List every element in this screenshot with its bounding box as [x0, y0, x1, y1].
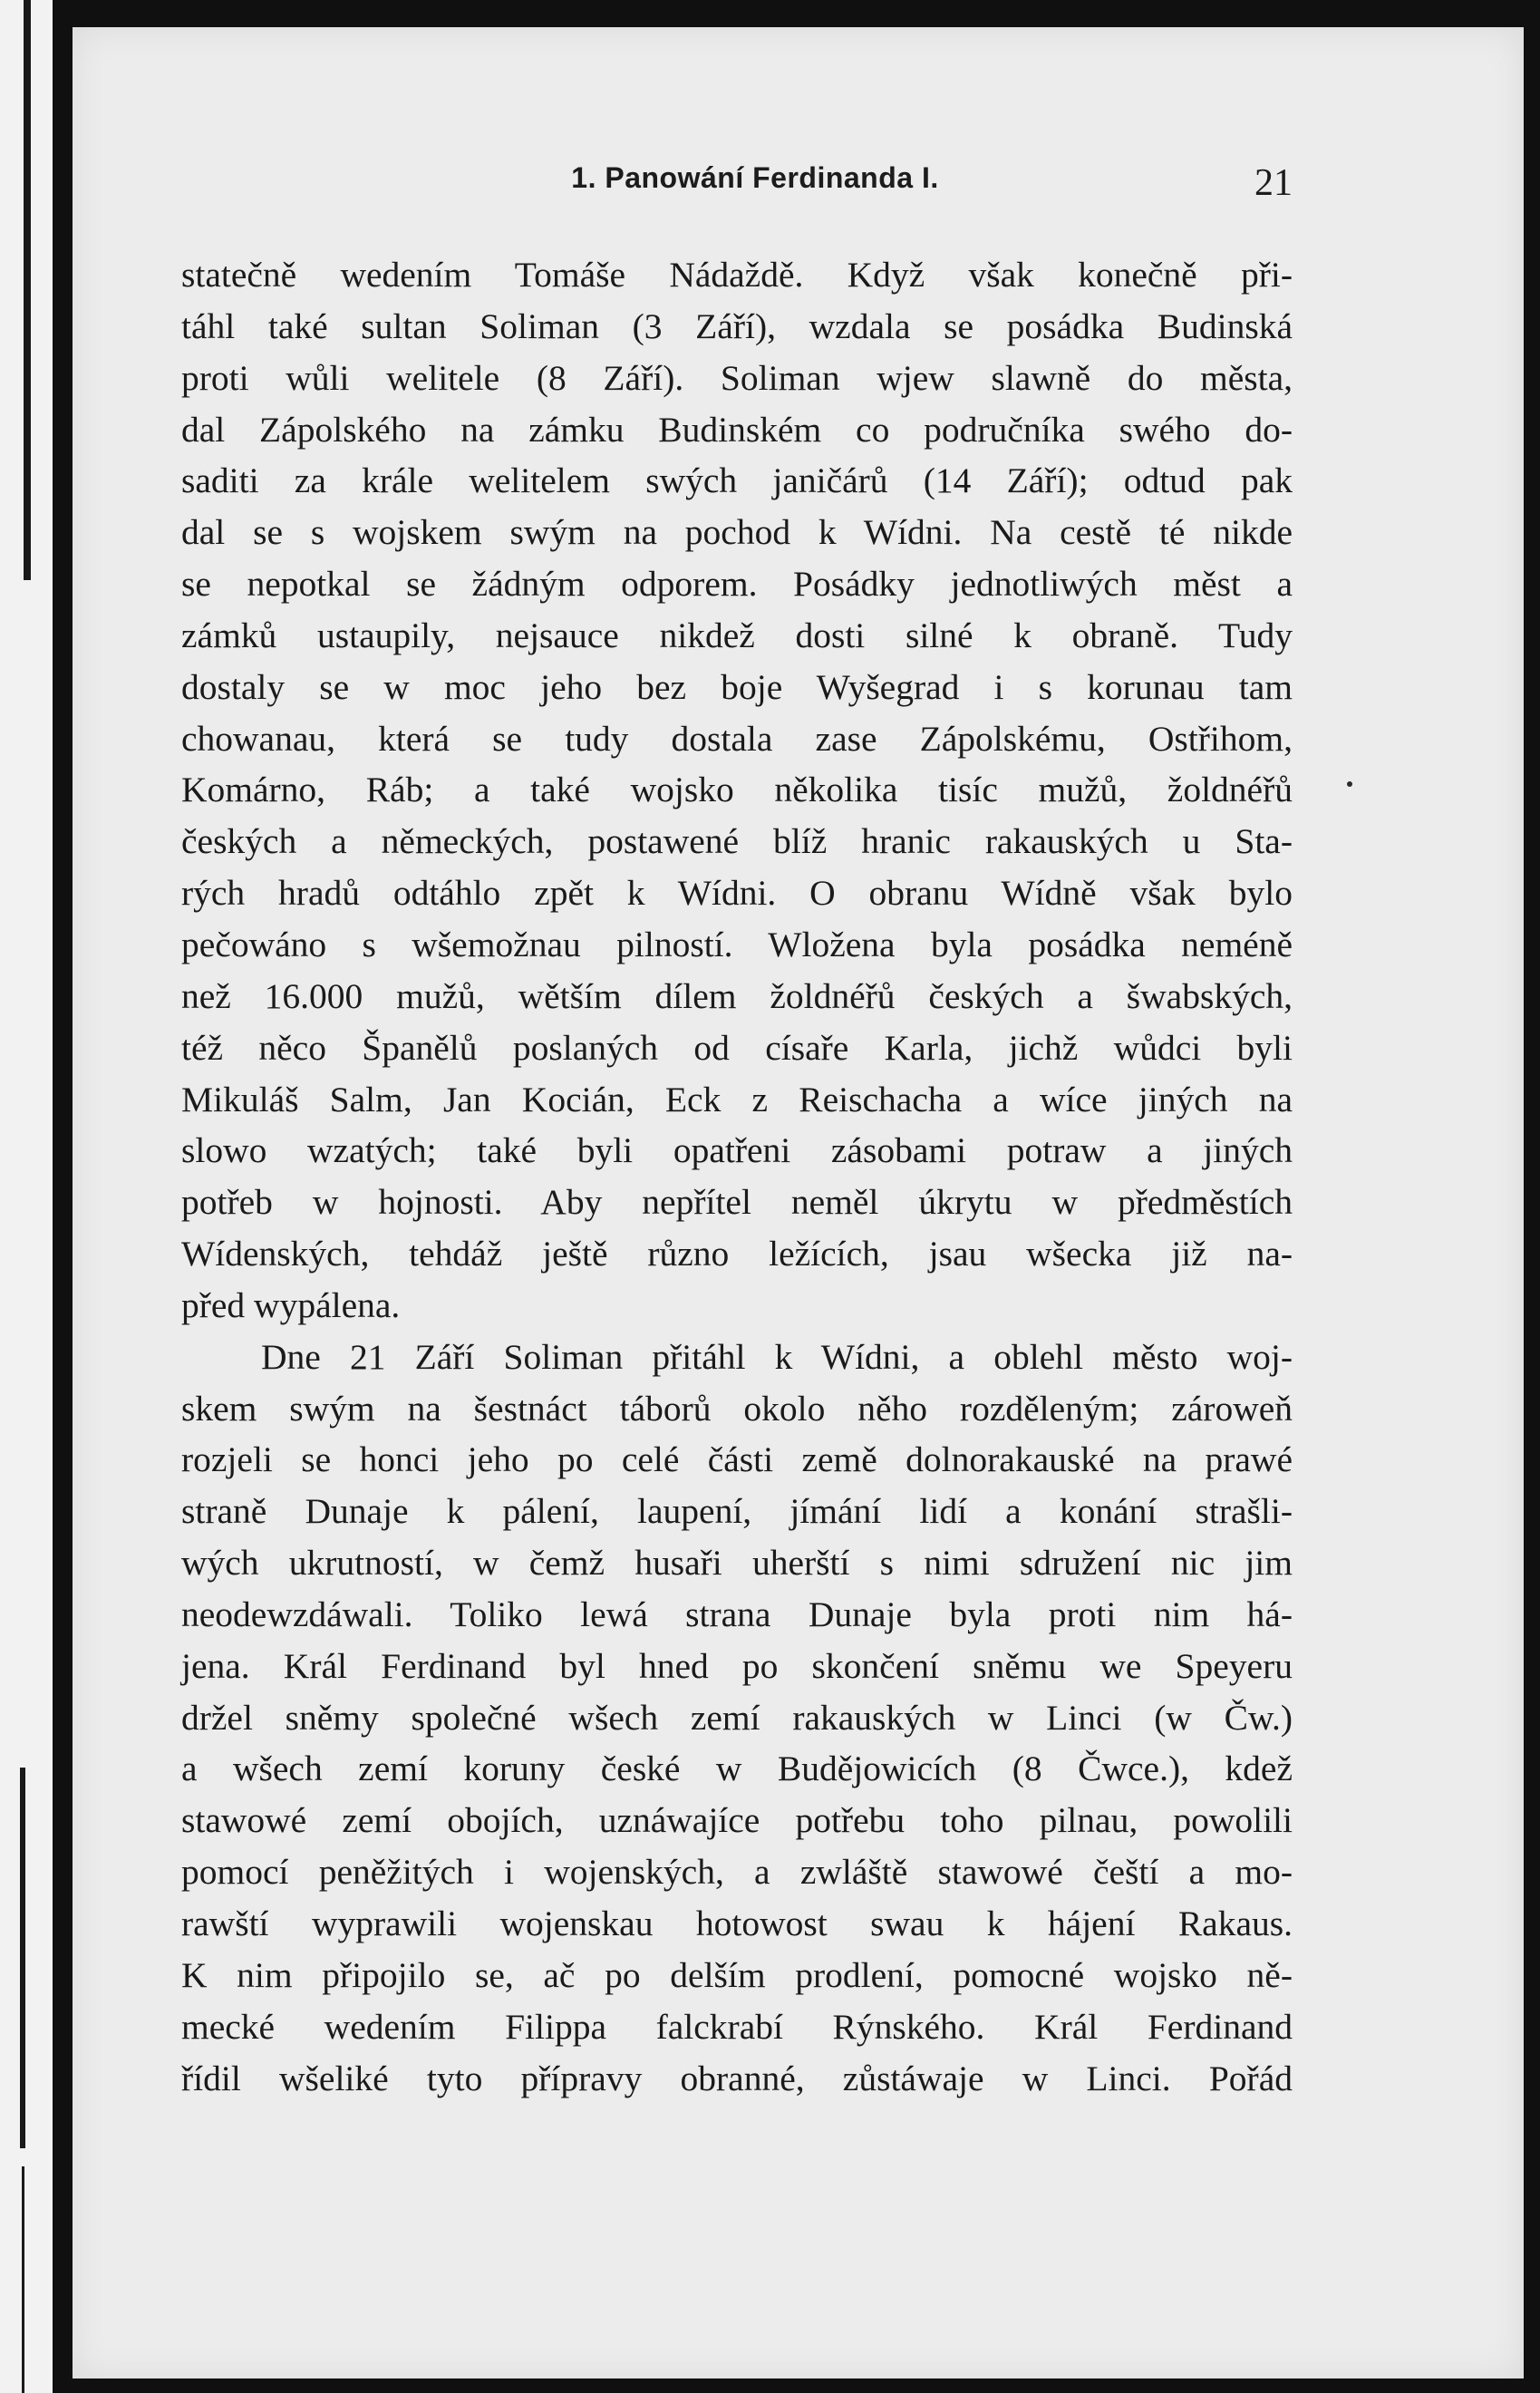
- page-number: 21: [1254, 162, 1293, 204]
- text-line: mecké wedením Filippa falckrabí Rýnského. Král Ferdinand: [181, 2006, 1293, 2047]
- binding-shadow-top: [24, 0, 31, 580]
- text-line: stawowé zemí obojích, uznáwajíce potřebu toho pilnau, powolili: [181, 1800, 1293, 1841]
- paper-speck: [1347, 781, 1352, 787]
- body-text: [181, 249, 1293, 2104]
- text-line: řídil wšeliké tyto přípravy obranné, zůstáwaje w Linci. Pořád: [181, 2058, 1293, 2098]
- text-line: zámků ustaupily, nejsauce nikdež dosti silné k obraně. Tudy: [181, 615, 1293, 655]
- text-line: wých ukrutností, w čemž husaři uherští s nimi sdružení nic jim: [181, 1543, 1293, 1584]
- text-line: potřeb w hojnosti. Aby nepřítel neměl úkrytu w předměstích: [181, 1182, 1293, 1223]
- text-line: dostaly se w moc jeho bez boje Wyšegrad i s korunau tam: [181, 666, 1293, 707]
- text-line: rawští wyprawili wojenskau hotowost swau k hájení Rakaus.: [181, 1904, 1293, 1943]
- binding-shadow-middle: [20, 1768, 25, 2148]
- text-line: rých hradů odtáhlo zpět k Wídni. O obranu Wídně však bylo: [181, 873, 1293, 914]
- text-line: též něco Španělů poslaných od císaře Karla, jichž wůdci byli: [181, 1027, 1293, 1068]
- binding-shadow-bottom: [22, 2166, 24, 2393]
- text-line: dal se s wojskem swým na pochod k Wídni. Na cestě té nikde: [181, 512, 1293, 553]
- text-line: pečowáno s wšemožnau pilností. Wložena byla posádka neméně: [181, 924, 1293, 964]
- text-line: se nepotkal se žádným odporem. Posádky jednotliwých měst a: [181, 564, 1293, 605]
- running-head: 1. Panowání Ferdinanda I.: [571, 161, 939, 194]
- text-line: a wšech zemí koruny české w Budějowicích (8 Čwce.), kdež: [181, 1749, 1293, 1789]
- paragraph-start-line: Dne 21 Září Soliman přitáhl k Wídni, a oblehl město woj-: [261, 1336, 1293, 1377]
- text-line: Wídenských, tehdáž ještě různo ležících, jsau wšecka již na-: [181, 1234, 1293, 1274]
- page-header: [181, 136, 1293, 218]
- text-line: proti wůli welitele (8 Září). Soliman wjew slawně do města,: [181, 357, 1293, 398]
- scan-left-margin: [0, 0, 53, 2393]
- text-line: než 16.000 mužů, wětším dílem žoldnéřů českých a šwabských,: [181, 975, 1293, 1016]
- text-line: rozjeli se honci jeho po celé části země dolnorakauské na prawé: [181, 1439, 1293, 1480]
- text-line: neodewzdáwali. Toliko lewá strana Dunaje byla proti nim há-: [181, 1594, 1293, 1634]
- text-line: skem swým na šestnáct táborů okolo něho rozděleným; zároweň: [181, 1388, 1293, 1429]
- text-line: pomocí peněžitých i wojenských, a zwláště stawowé čeští a mo-: [181, 1852, 1293, 1893]
- text-line: dal Zápolského na zámku Budinském co područníka swého do-: [181, 409, 1293, 450]
- text-line: K nim připojilo se, ač po delším prodlení, pomocné wojsko ně-: [181, 1954, 1293, 1995]
- text-line: držel sněmy společné wšech zemí rakauských w Linci (w Čw.): [181, 1697, 1293, 1738]
- text-line: Mikuláš Salm, Jan Kocián, Eck z Reischacha a wíce jiných na: [181, 1079, 1293, 1119]
- text-line: českých a německých, postawené blíž hranic rakauských u Sta-: [181, 821, 1293, 862]
- text-line: táhl také sultan Soliman (3 Září), wzdala se posádka Budinská: [181, 305, 1293, 346]
- text-line: Komárno, Ráb; a také wojsko několika tisíc mužů, žoldnéřů: [181, 770, 1293, 810]
- text-line: jena. Král Ferdinand byl hned po skončení sněmu we Speyeru: [181, 1645, 1293, 1686]
- text-line: saditi za krále welitelem swých janičárů (14 Září); odtud pak: [181, 460, 1293, 501]
- paragraph-end-line: před wypálena.: [181, 1284, 401, 1325]
- text-line: slowo wzatých; také byli opatřeni zásobami potraw a jiných: [181, 1130, 1293, 1171]
- text-line: chowanau, která se tudy dostala zase Zápolskému, Ostřihom,: [181, 718, 1293, 759]
- text-line: statečně wedením Tomáše Nádaždě. Když však konečně při-: [181, 255, 1293, 295]
- text-line: straně Dunaje k pálení, laupení, jímání lidí a konání strašli-: [181, 1491, 1293, 1532]
